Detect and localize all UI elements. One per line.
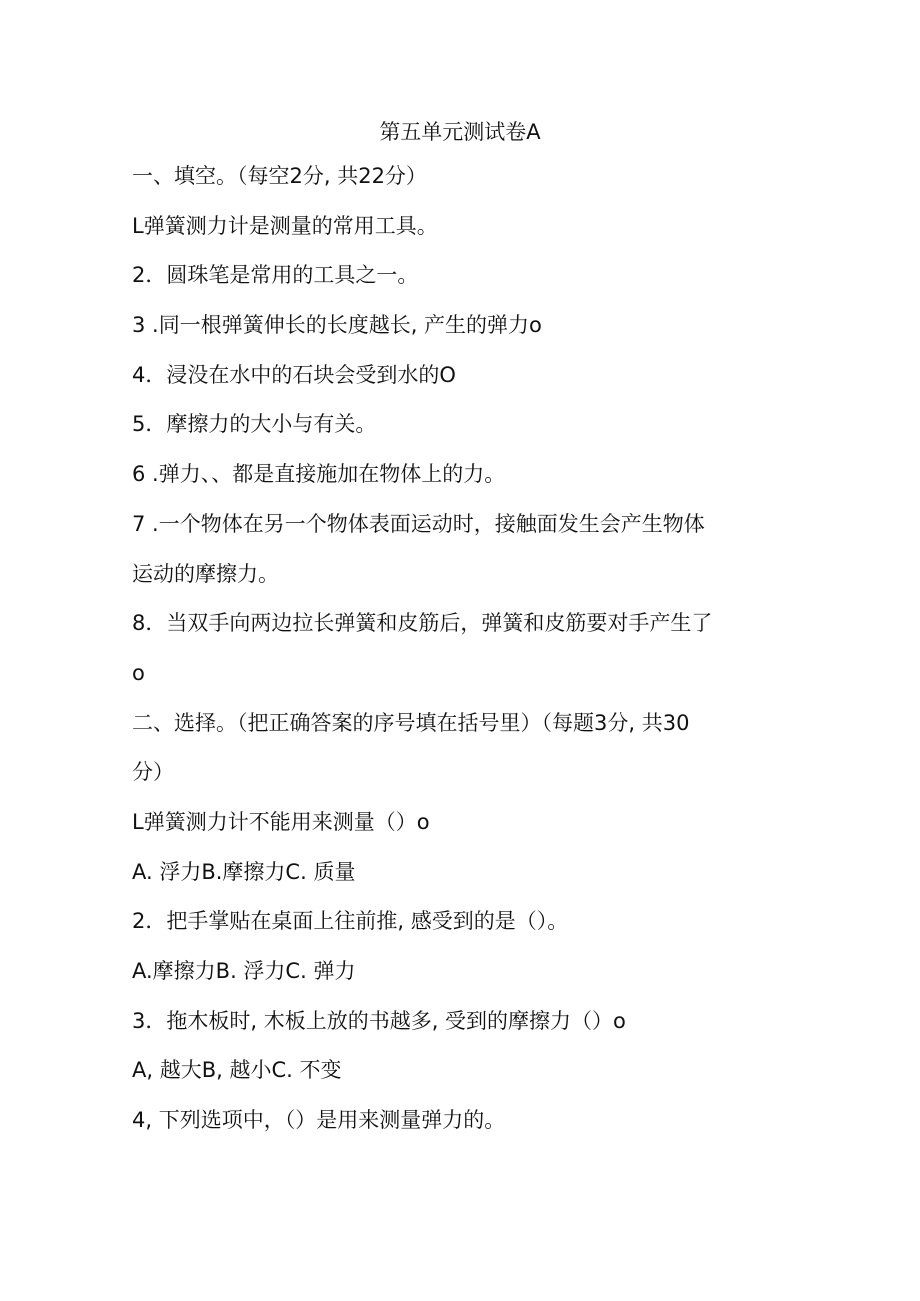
question-line-continuation: o bbox=[132, 660, 145, 685]
question-line: 4．浸没在水中的石块会受到水的O bbox=[132, 362, 456, 387]
question-line: 8．当双手向两边拉长弹簧和皮筋后，弹簧和皮筋要对手产生了 bbox=[132, 611, 713, 636]
question-line: 6 .弹力、、都是直接施加在物体上的力。 bbox=[132, 462, 506, 487]
question-line: 7 .一个物体在另一个物体表面运动时，接触面发生会产生物体 bbox=[132, 511, 705, 536]
question-line: 2．圆珠笔是常用的工具之一。 bbox=[132, 263, 419, 288]
question-line: 3．拖木板时, 木板上放的书越多, 受到的摩擦力（）o bbox=[132, 1008, 626, 1033]
question-line: L弹簧测力计是测量的常用工具。 bbox=[132, 213, 438, 238]
section-heading-fill-in: 一、填空。（每空2分, 共22分） bbox=[132, 164, 427, 188]
question-line: 2．把手掌贴在桌面上往前推, 感受到的是（）。 bbox=[132, 909, 569, 934]
document-title: 第五单元测试卷A bbox=[379, 120, 541, 144]
question-line-continuation: 运动的摩擦力。 bbox=[132, 561, 279, 586]
question-line: 4, 下列选项中，（）是用来测量弹力的。 bbox=[132, 1108, 506, 1133]
answer-options: A, 越大B, 越小C. 不变 bbox=[132, 1058, 342, 1083]
answer-options: A. 浮力B.摩擦力C. 质量 bbox=[132, 859, 356, 884]
section-heading-choice: 二、选择。（把正确答案的序号填在括号里）（每题3分, 共30 bbox=[132, 710, 690, 735]
document-body bbox=[132, 159, 792, 1153]
question-line: 3 .同一根弹簧伸长的长度越长, 产生的弹力o bbox=[132, 313, 542, 338]
question-line: L弹簧测力计不能用来测量（）o bbox=[132, 809, 430, 834]
answer-options: A.摩擦力B. 浮力C. 弹力 bbox=[132, 959, 356, 983]
question-line: 5．摩擦力的大小与有关。 bbox=[132, 412, 377, 437]
section-heading-continuation: 分） bbox=[132, 760, 174, 785]
